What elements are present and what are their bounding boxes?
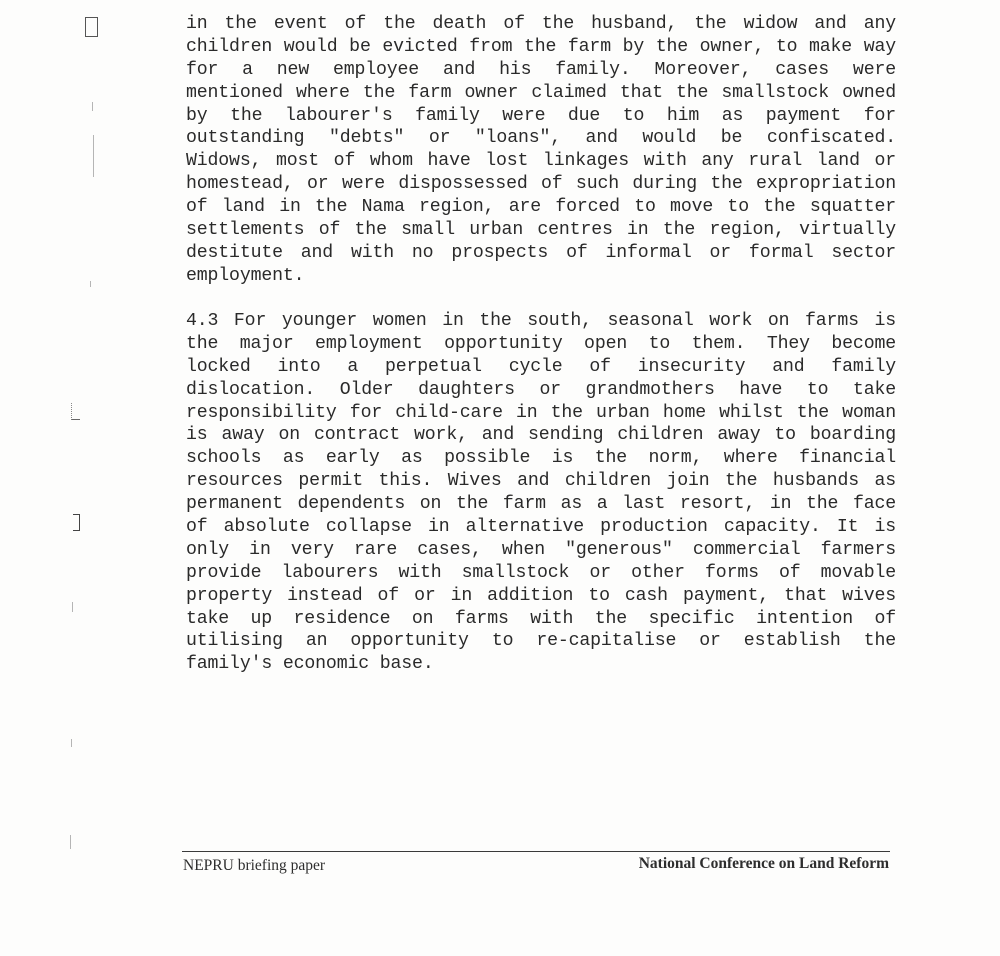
text-line: in the event of the death of the husband, the widow and any xyxy=(186,14,896,34)
text-line: only in very rare cases, when "generous" commercial farmers xyxy=(186,539,896,560)
text-line: responsibility for child-care in the urban home whilst the woman xyxy=(186,402,896,423)
text-line: homestead, or were dispossessed of such during the expropriation xyxy=(186,174,896,195)
text-line: destitute and with no prospects of informal or formal sector xyxy=(186,242,896,263)
footer-left-text: NEPRU briefing paper xyxy=(183,857,326,874)
text-line: is away on contract work, and sending children away to boarding xyxy=(186,425,896,446)
text-line: schools as early as possible is the norm, where financial xyxy=(186,448,896,469)
footer-right-text: National Conference on Land Reform xyxy=(638,855,889,872)
margin-bracket-mark xyxy=(73,514,80,531)
text-line: provide labourers with smallstock or other forms of movable xyxy=(186,562,896,583)
margin-checkbox-mark xyxy=(85,17,98,37)
text-line: outstanding "debts" or "loans", and would be confiscated. xyxy=(186,128,896,149)
margin-scan-mark xyxy=(93,135,94,177)
text-line: of absolute collapse in alternative production capacity. It is xyxy=(186,517,896,538)
text-line: employment. xyxy=(186,265,305,286)
margin-scan-mark xyxy=(92,102,93,111)
text-line: children would be evicted from the farm by the owner, to make way xyxy=(186,36,896,57)
margin-scan-mark xyxy=(70,835,71,849)
text-line: Widows, most of whom have lost linkages with any rural land or xyxy=(186,151,896,172)
text-line: mentioned where the farm owner claimed that the smallstock owned xyxy=(186,82,896,103)
footer-rule xyxy=(182,851,890,852)
text-line: 4.3 For younger women in the south, seasonal work on farms is xyxy=(186,311,896,331)
paragraph-4-3-younger-women xyxy=(186,310,896,676)
text-line: for a new employee and his family. Moreover, cases were xyxy=(186,59,896,80)
text-line: the major employment opportunity open to them. They become xyxy=(186,333,896,354)
text-line: locked into a perpetual cycle of insecurity and family xyxy=(186,356,896,377)
margin-scan-mark xyxy=(71,739,72,747)
text-line: utilising an opportunity to re-capitalise or establish the xyxy=(186,631,896,652)
text-line: take up residence on farms with the specific intention of xyxy=(186,608,896,629)
text-line: by the labourer's family were due to him as payment for xyxy=(186,105,896,126)
text-line: of land in the Nama region, are forced to move to the squatter xyxy=(186,197,896,218)
text-line: dislocation. Older daughters or grandmothers have to take xyxy=(186,379,896,400)
text-line: settlements of the small urban centres in the region, virtually xyxy=(186,220,896,241)
paragraph-widows xyxy=(186,13,896,288)
text-line: property instead of or in addition to cash payment, that wives xyxy=(186,585,896,606)
margin-scan-mark xyxy=(90,281,91,287)
margin-tick-mark xyxy=(71,403,80,420)
text-line: permanent dependents on the farm as a last resort, in the face xyxy=(186,494,896,515)
text-line: resources permit this. Wives and children join the husbands as xyxy=(186,471,896,492)
text-line: family's economic base. xyxy=(186,654,434,675)
margin-scan-mark xyxy=(72,602,73,612)
